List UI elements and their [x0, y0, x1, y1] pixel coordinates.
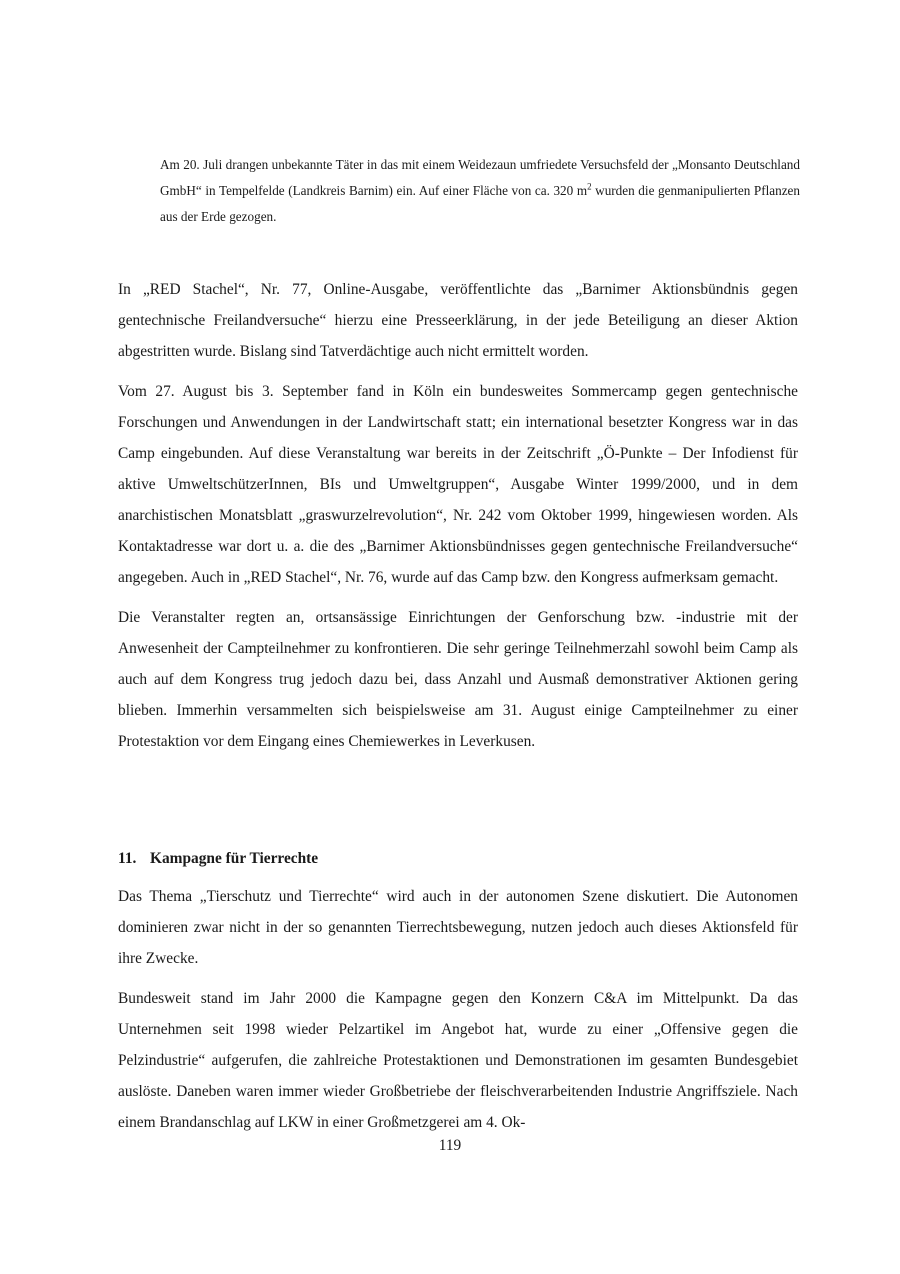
quote-text-start: Am 20. Juli drangen unbekannte Täter in das mit einem Weidezaun umfriedete Versuchsfeld der „Monsanto Deutschland GmbH“ in Tempelfelde (Landkreis Barnim) ein. Auf einer Fläche von ca. 320 m [160, 157, 800, 198]
paragraph: Bundesweit stand im Jahr 2000 die Kampagne gegen den Konzern C&A im Mittelpunkt. Da das Unternehmen seit 1998 wieder Pelzartikel im Angebot hat, wurde zu einer „Offensive gegen die Pelzindustrie“ aufgerufen, die zahlreiche Protestaktionen und Demonstrationen im gesamten Bundesgebiet auslöste. Daneben waren immer wieder Großbetriebe der fleischverarbeitenden Industrie Angriffsziele. Nach einem Brandanschlag auf LKW in einer Großmetzgerei am 4. Ok- [118, 990, 798, 1131]
quoted-report [160, 152, 800, 230]
paragraph: In „RED Stachel“, Nr. 77, Online-Ausgabe, veröffentlichte das „Barnimer Aktionsbündnis gegen gentechnische Freilandversuche“ hierzu eine Presseerklärung, in der jede Beteiligung an dieser Aktion abgestritten wurde. Bislang sind Tatverdächtige auch nicht ermittelt worden. [118, 281, 798, 360]
section-heading [118, 848, 798, 870]
section-number: 11. [118, 850, 137, 867]
body-text-lower [118, 881, 798, 1138]
page-number: 119 [438, 1137, 462, 1154]
section-title: Kampagne für Tierrechte [150, 850, 319, 867]
paragraph: Vom 27. August bis 3. September fand in Köln ein bundesweites Sommercamp gegen gentechnische Forschungen und Anwendungen in der Landwirtschaft statt; ein international besetzter Kongress war in das Camp eingebunden. Auf diese Veranstaltung war bereits in der Zeitschrift „Ö-Punkte – Der Infodienst für aktive UmweltschützerInnen, BIs und Umweltgruppen“, Ausgabe Winter 1999/2000, und in dem anarchistischen Monatsblatt „graswurzelrevolution“, Nr. 242 vom Oktober 1999, hingewiesen worden. Als Kontaktadresse war dort u. a. die des „Barnimer Aktionsbündnisses gegen gentechnische Freilandversuche“ angegeben. Auch in „RED Stachel“, Nr. 76, wurde auf das Camp bzw. den Kongress aufmerksam gemacht. [118, 383, 798, 586]
paragraph: Die Veranstalter regten an, ortsansässige Einrichtungen der Genforschung bzw. -industrie mit der Anwesenheit der Campteilnehmer zu konfrontieren. Die sehr geringe Teilnehmerzahl sowohl beim Camp als auch auf dem Kongress trug jedoch dazu bei, dass Anzahl und Ausmaß demonstrativer Aktionen gering blieben. Immerhin versammelten sich beispielsweise am 31. August einige Campteilnehmer zu einer Protestaktion vor dem Eingang eines Chemiewerkes in Leverkusen. [118, 609, 798, 750]
quote-superscript: 2 [587, 181, 592, 192]
quote-text-end: wurden die genmanipulierten Pflanzen aus der Erde gezogen. [160, 183, 801, 224]
paragraph: Das Thema „Tierschutz und Tierrechte“ wird auch in der autonomen Szene diskutiert. Die Autonomen dominieren zwar nicht in der so genannten Tierrechtsbewegung, nutzen jedoch auch dieses Aktionsfeld für ihre Zwecke. [118, 888, 798, 967]
body-text-upper [118, 274, 798, 757]
